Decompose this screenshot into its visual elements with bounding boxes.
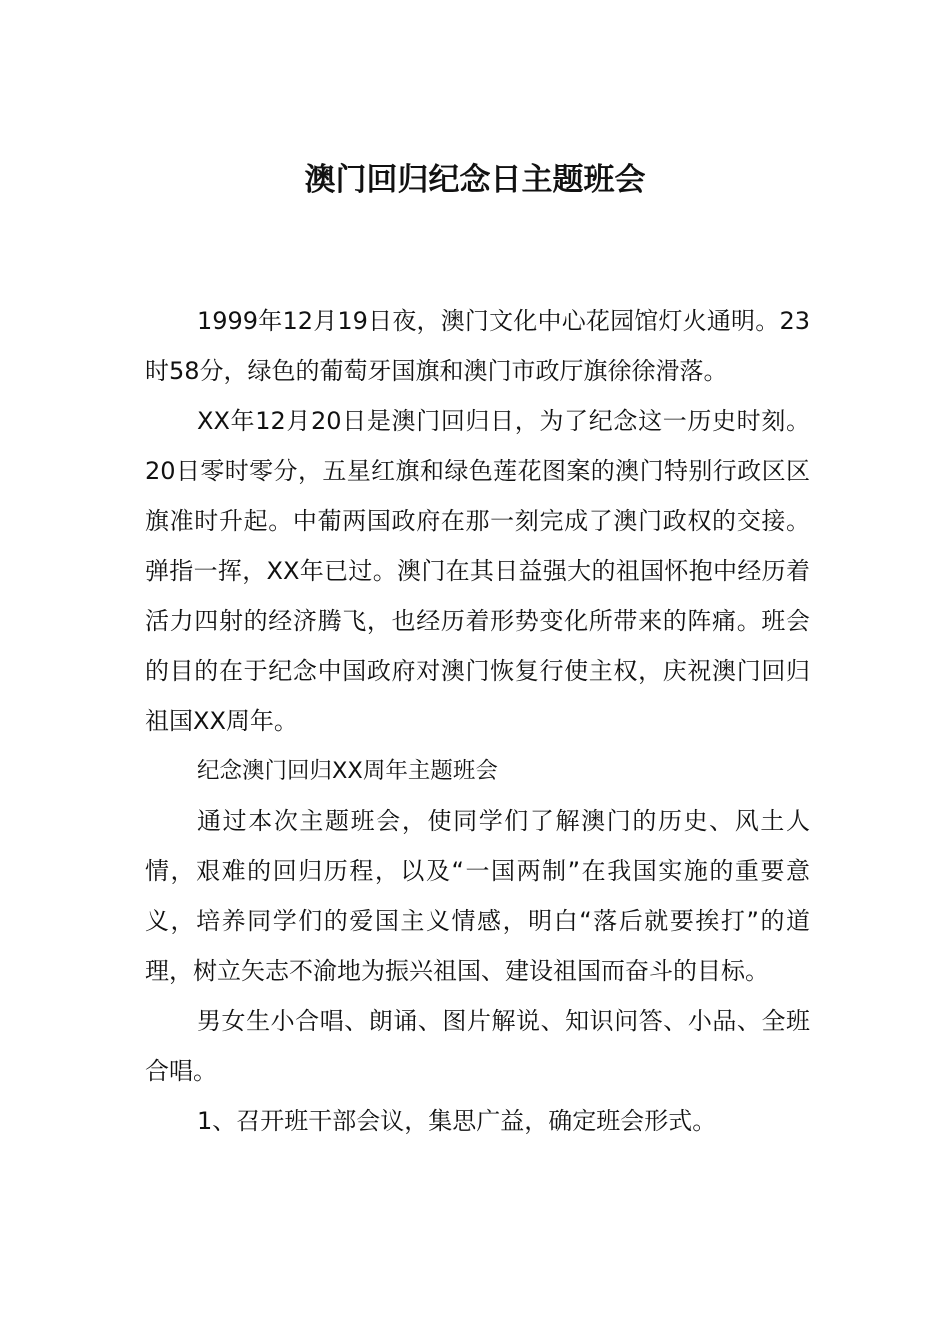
paragraph-return-day: XX年12月20日是澳门回归日，为了纪念这一历史时刻。20日零时零分，五星红旗和绿色莲花图案的澳门特别行政区区旗准时升起。中葡两国政府在那一刻完成了澳门政权的交接。弹指一挥，XX年已过。澳门在其日益强大的祖国怀抱中经历着活力四射的经济腾飞，也经历着形势变化所带来的阵痛。班会的目的在于纪念中国政府对澳门恢复行使主权，庆祝澳门回归祖国XX周年。 <box>145 407 810 735</box>
paragraph-meeting-activities: 男女生小合唱、朗诵、图片解说、知识问答、小品、全班合唱。 <box>145 1007 810 1085</box>
paragraph-step-one: 1、召开班干部会议，集思广益，确定班会形式。 <box>197 1107 717 1135</box>
document-title: 澳门回归纪念日主题班会 <box>304 162 646 198</box>
paragraph-meeting-goal: 通过本次主题班会，使同学们了解澳门的历史、风土人情，艰难的回归历程，以及“一国两制”在我国实施的重要意义，培养同学们的爱国主义情感，明白“落后就要挨打”的道理，树立矢志不渝地为振兴祖国、建设祖国而奋斗的目标。 <box>145 807 810 985</box>
paragraph-meeting-name: 纪念澳门回归XX周年主题班会 <box>197 758 498 784</box>
paragraph-handover-night: 1999年12月19日夜，澳门文化中心花园馆灯火通明。23时58分，绿色的葡萄牙国旗和澳门市政厅旗徐徐滑落。 <box>145 307 810 385</box>
document-body <box>145 296 810 1146</box>
